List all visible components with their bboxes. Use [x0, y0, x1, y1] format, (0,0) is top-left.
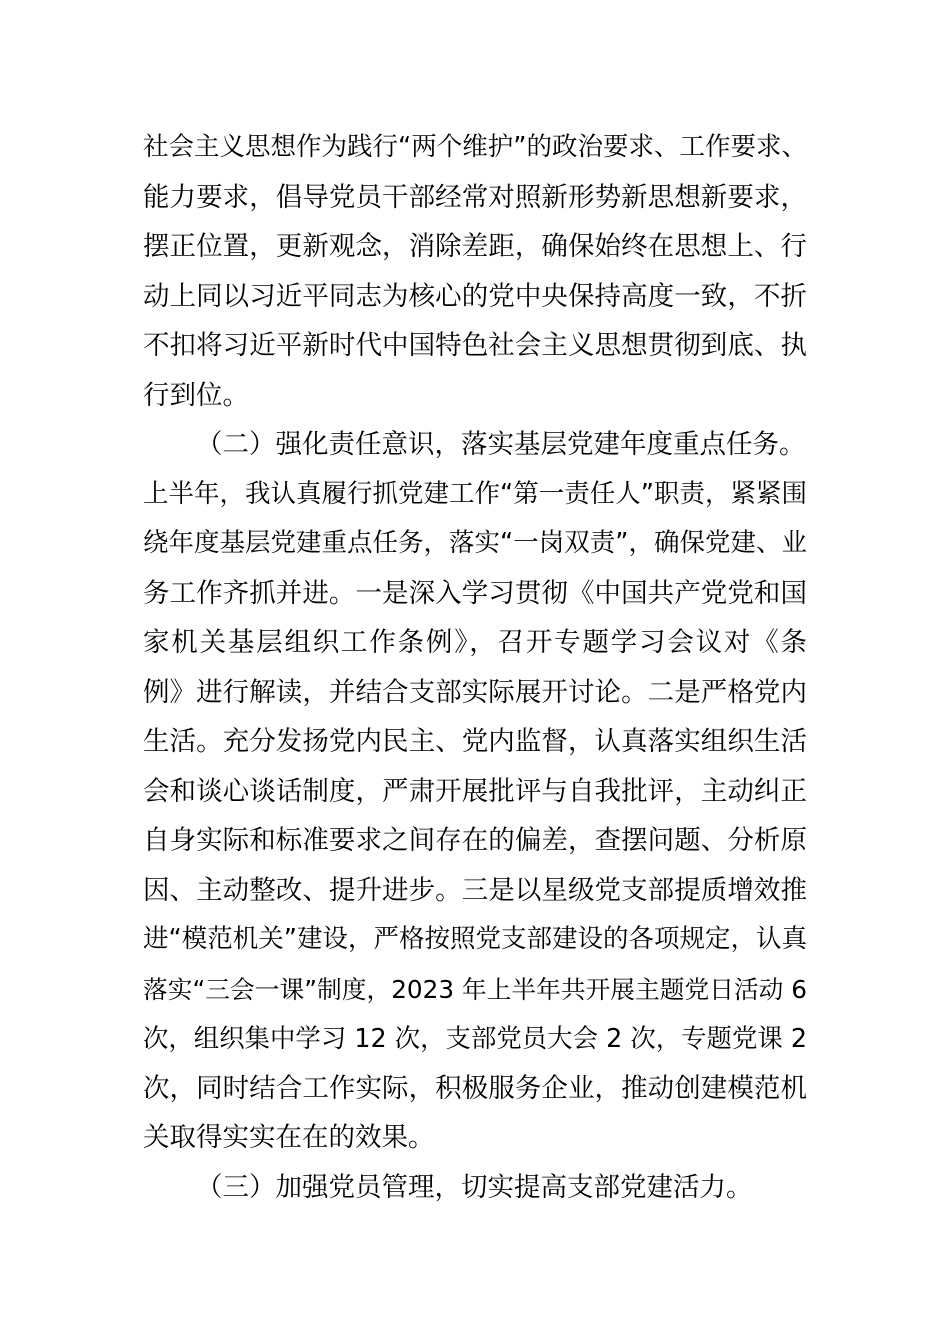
text-line: 能力要求，倡导党员干部经常对照新形势新思想新要求，: [143, 181, 807, 213]
text-line: 行到位。: [143, 379, 249, 411]
text-line: 关取得实实在在的效果。: [143, 1122, 435, 1153]
section-heading-3: （三）加强党员管理，切实提高支部党建活力。: [196, 1171, 753, 1203]
text-line: 不扣将习近平新时代中国特色社会主义思想贯彻到底、执: [143, 330, 807, 361]
text-line: 社会主义思想作为践行“两个维护”的政治要求、工作要求、: [143, 132, 807, 162]
body-text-block: [143, 123, 807, 1212]
text-line: 自身实际和标准要求之间存在的偏差，查摆问题、分析原: [143, 825, 807, 856]
text-line: 例》进行解读，并结合支部实际展开讨论。二是严格党内: [143, 676, 807, 708]
text-line: 绕年度基层党建重点任务，落实“一岗双责”，确保党建、业: [143, 528, 807, 558]
text-line: 会和谈心谈话制度，严肃开展批评与自我批评，主动纠正: [143, 775, 807, 807]
section-heading-2: （二）强化责任意识，落实基层党建年度重点任务。: [196, 429, 806, 460]
text-line: 进“模范机关”建设，严格按照党支部建设的各项规定，认真: [143, 924, 807, 954]
text-line: 生活。充分发扬党内民主、党内监督，认真落实组织生活: [143, 726, 807, 757]
text-line: 摆正位置，更新观念，消除差距，确保始终在思想上、行: [143, 231, 807, 262]
text-line: 落实“三会一课”制度，2023 年上半年共开展主题党日活动 6: [143, 974, 807, 1004]
text-line: 次，同时结合工作实际，积极服务企业，推动创建模范机: [143, 1072, 807, 1104]
text-line: 次，组织集中学习 12 次，支部党员大会 2 次，专题党课 2: [143, 1023, 807, 1053]
text-line: 务工作齐抓并进。一是深入学习贯彻《中国共产党党和国: [143, 577, 807, 609]
text-line: 动上同以习近平同志为核心的党中央保持高度一致，不折: [143, 280, 807, 312]
text-line: 家机关基层组织工作条例》，召开专题学习会议对《条: [143, 627, 807, 658]
text-line: 因、主动整改、提升进步。三是以星级党支部提质增效推: [143, 874, 807, 906]
text-line: 上半年，我认真履行抓党建工作“第一责任人”职责，紧紧围: [143, 478, 807, 509]
